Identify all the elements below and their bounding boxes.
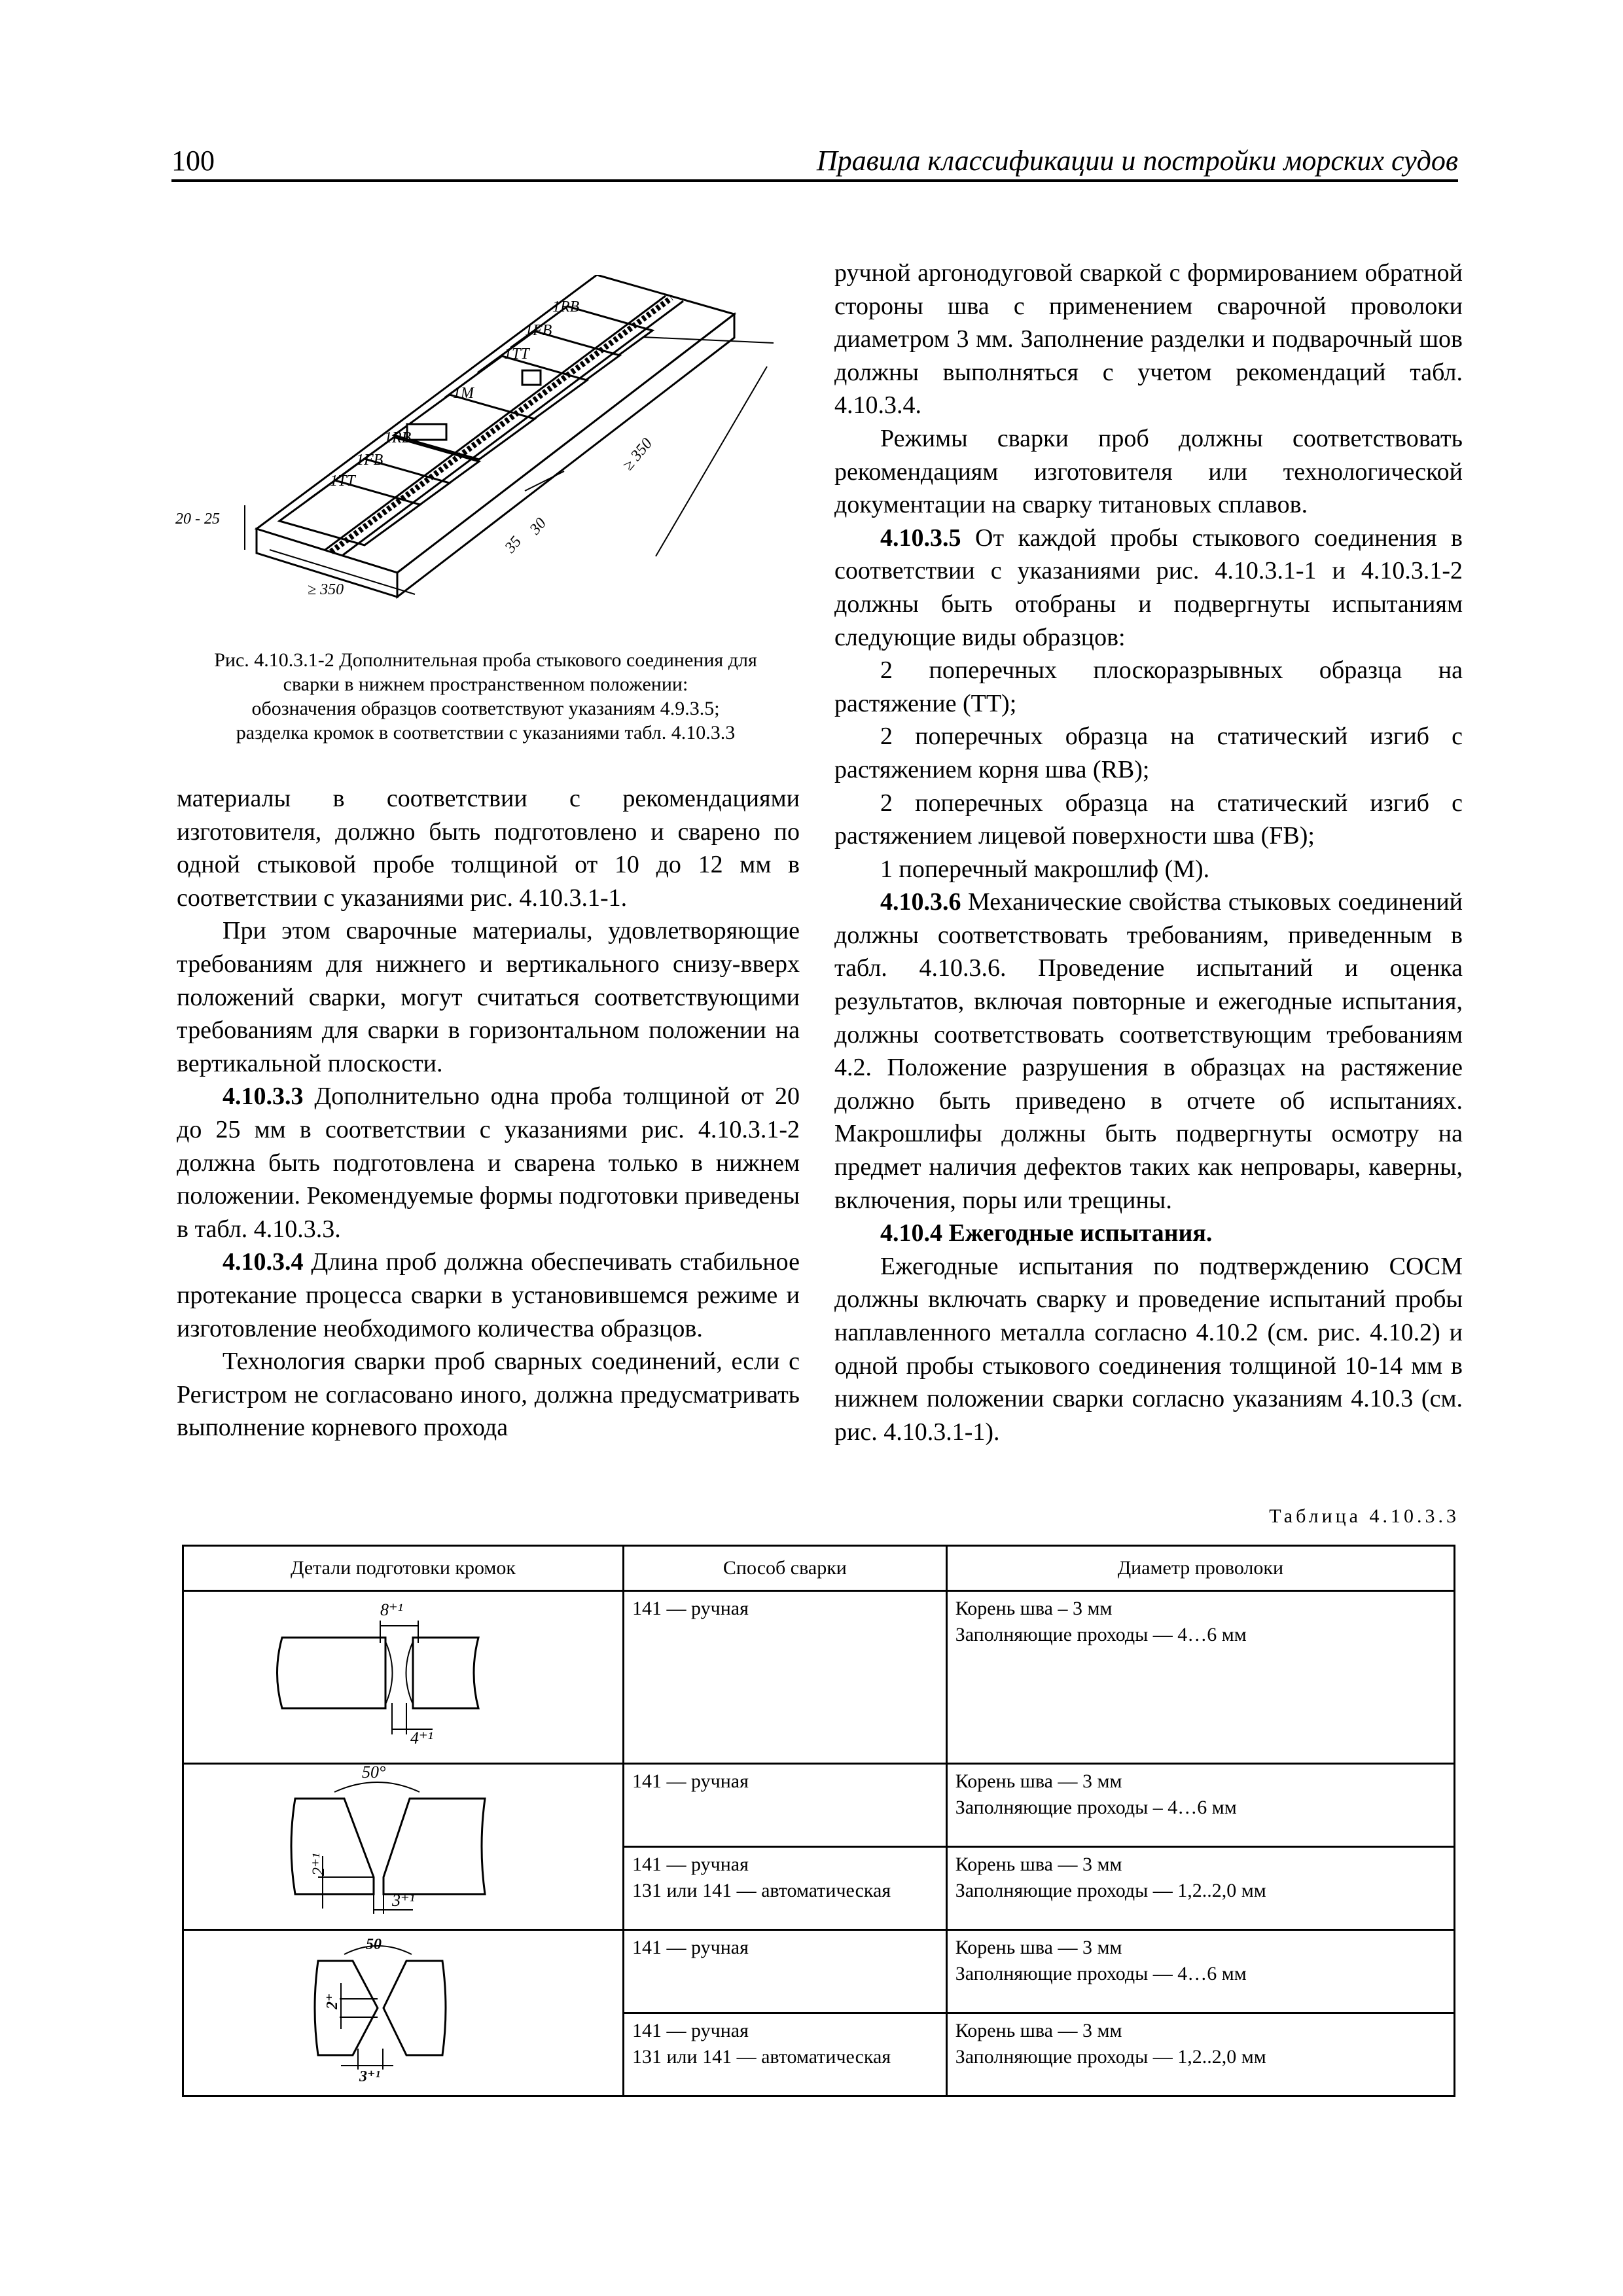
paragraph-4-10-3-6 [834, 886, 1463, 1217]
label-dim-35: 35 [501, 533, 526, 556]
clause-text: Механические свойства стыковых соединений должны соответствовать требованиям, приведенным в табл. 4.10.3.6. Проведение испытаний и оценка результатов, включая повторные и ежегодные испытания, должны соответствовать соответствующим требованиям 4.2. Положение разрушения в образцах на растяжение должно быть приведено в отчете об испытаниях. Макрошлифы должны быть подвергнуты осмотру на предмет наличия дефектов таких как непровары, каверны, включения, поры или трещины. [834, 888, 1463, 1214]
method-cell [624, 1847, 947, 1930]
label-1fb-top: 1FB [525, 322, 552, 339]
method-line: 131 или 141 — автоматическая [632, 1880, 891, 1901]
paragraph: ручной аргонодуговой сваркой с формированием обратной стороны шва с применением сварочной проволоки диаметром 3 мм. Заполнение разделки и подварочный шов должны выполняться с учетом рекомендаций табл. 4.10.3.4. [834, 259, 1463, 420]
label-1rb-bottom: 1RB [384, 429, 412, 446]
label-1tt-top: 1TT [504, 346, 529, 363]
table-header-row [183, 1546, 1455, 1591]
clause-text: От каждой пробы стыкового соединения в соответствии с указаниями рис. 4.10.3.1-1 и 4.10.3.1-2 должны быть отобраны и подвергнуты испытаниям следующие виды образцов: [834, 524, 1463, 651]
method-cell [624, 1591, 947, 1764]
method-line: 141 — ручная [632, 1937, 749, 1958]
clause-text: Дополнительно одна проба толщиной от 20 до 25 мм в соответствии с указаниями рис. 4.10.3.1-2 должна быть подготовлена и сварена только в нижнем положении. Рекомендуемые формы подготовки приведены в табл. 4.10.3.3. [177, 1083, 800, 1243]
wire-line: Корень шва — 3 мм [955, 1937, 1122, 1958]
caption-line: Рис. 4.10.3.1-2 Дополнительная проба стыкового соединения для [214, 649, 757, 671]
wire-line: Заполняющие проходы – 4…6 мм [955, 1797, 1237, 1818]
wire-line: Заполняющие проходы — 4…6 мм [955, 1624, 1247, 1645]
paragraph: материалы в соответствии с рекомендациями изготовителя, должно быть подготовлено и сварено по одной стыковой пробе толщиной от 10 до 12 мм в соответствии с указаниями рис. 4.10.3.1-1. [177, 785, 800, 912]
list-item: 2 поперечных плоскоразрывных образца на растяжение (TT); [834, 656, 1463, 717]
paragraph-4-10-3-4 [177, 1246, 800, 1345]
left-text-column [177, 782, 800, 1444]
label-1tt-bottom: 1TT [330, 473, 355, 490]
method-line: 131 или 141 — автоматическая [632, 2046, 891, 2068]
clause-text: Длина проб должна обеспечивать стабильное протекание процесса сварки в установившемся режиме и изготовление необходимого количества образцов. [177, 1248, 800, 1342]
caption-line: разделка кромок в соответствии с указаниями табл. 4.10.3.3 [236, 722, 736, 744]
caption-line: обозначения образцов соответствуют указаниям 4.9.3.5; [251, 698, 720, 719]
wire-line: Корень шва — 3 мм [955, 2020, 1122, 2041]
edge-preparation-table [182, 1545, 1455, 2097]
paragraph: При этом сварочные материалы, удовлетворяющие требованиям для нижнего и вертикального снизу-вверх положений сварки, могут считаться соответствующими требованиям для сварки в горизонтальном положении на вертикальной плоскости. [177, 917, 800, 1077]
label-dim-30: 30 [526, 514, 550, 538]
column-header: Способ сварки [624, 1546, 947, 1591]
dim-gap-top: 8⁺¹ [380, 1600, 403, 1619]
column-header: Детали подготовки кромок [183, 1546, 624, 1591]
dim-gap-bottom: 4⁺¹ [410, 1729, 433, 1748]
clause-number: 4.10.3.5 [880, 524, 961, 552]
clause-number: 4.10.3.6 [880, 888, 961, 916]
method-line: 141 — ручная [632, 1770, 749, 1792]
paragraph: Технология сварки проб сварных соединений, если с Регистром не согласовано иного, должна предусматривать выполнение корневого прохода [177, 1348, 800, 1442]
wire-cell [946, 1591, 1454, 1764]
wire-line: Заполняющие проходы — 4…6 мм [955, 1963, 1247, 1984]
dim-root-gap: 3⁺¹ [392, 1891, 415, 1910]
page-number: 100 [171, 145, 215, 177]
dim-root-face: 2⁺ [324, 1993, 341, 2009]
list-item: 1 поперечный макрошлиф (M). [880, 855, 1210, 883]
clause-number: 4.10.3.4 [223, 1248, 304, 1276]
figure-caption [171, 648, 800, 745]
table-row [183, 1591, 1455, 1764]
header-rule [171, 179, 1458, 182]
wire-line: Корень шва – 3 мм [955, 1598, 1113, 1619]
edge-sketch-cell [183, 1930, 624, 2096]
wire-line: Корень шва — 3 мм [955, 1770, 1122, 1792]
dim-groove-angle: 50 [366, 1936, 382, 1953]
label-width: ≥ 350 [619, 435, 656, 474]
running-title: Правила классификации и постройки морских судов [816, 145, 1458, 177]
test-plate-figure [171, 275, 800, 615]
table-row [183, 1764, 1455, 1847]
dim-root-face: 2⁺¹ [309, 1853, 328, 1876]
clause-number: 4.10.3.3 [223, 1083, 304, 1111]
wire-cell [946, 2013, 1454, 2096]
v-groove-sketch [184, 1765, 622, 1922]
paragraph-4-10-3-5 [834, 522, 1463, 654]
edge-sketch-cell [183, 1591, 624, 1764]
method-cell [624, 2013, 947, 2096]
method-line: 141 — ручная [632, 2020, 749, 2041]
x-groove-sketch [184, 1931, 622, 2088]
list-item: 2 поперечных образца на статический изгиб с растяжением корня шва (RB); [834, 723, 1463, 783]
column-header: Диаметр проволоки [946, 1546, 1454, 1591]
label-length: ≥ 350 [308, 581, 344, 598]
table-caption: Таблица 4.10.3.3 [1269, 1505, 1459, 1527]
label-thickness: 20 - 25 [175, 511, 220, 528]
paragraph: Ежегодные испытания по подтверждению СОСМ должны включать сварку и проведение испытаний пробы наплавленного металла согласно 4.10.2 (см. рис. 4.10.2) и одной пробы стыкового соединения толщиной 10-14 мм в нижнем положении сварки согласно указаниям 4.10.3 (см. рис. 4.10.3.1-1). [834, 1252, 1463, 1446]
wire-line: Заполняющие проходы — 1,2..2,0 мм [955, 2046, 1266, 2068]
method-cell [624, 1764, 947, 1847]
dim-groove-angle: 50° [362, 1765, 386, 1782]
edge-sketch-cell [183, 1764, 624, 1930]
wire-cell [946, 1847, 1454, 1930]
section-heading-text: 4.10.4 Ежегодные испытания. [880, 1219, 1213, 1247]
label-1fb-bottom: 1FB [356, 452, 383, 469]
list-item: 2 поперечных образца на статический изгиб с растяжением лицевой поверхности шва (FB); [834, 789, 1463, 850]
dim-root-gap: 3⁺¹ [359, 2068, 380, 2085]
wire-line: Корень шва — 3 мм [955, 1854, 1122, 1875]
right-text-column [834, 257, 1463, 1448]
paragraph-4-10-3-3 [177, 1080, 800, 1246]
label-1m: 1M [453, 385, 474, 402]
method-cell [624, 1930, 947, 2013]
section-heading-4-10-4 [834, 1217, 1463, 1250]
caption-line: сварки в нижнем пространственном положении: [283, 673, 688, 695]
label-1rb-top: 1RB [552, 298, 580, 315]
method-line: 141 — ручная [632, 1598, 749, 1619]
test-plate-drawing [171, 275, 800, 615]
wire-cell [946, 1764, 1454, 1847]
table-row [183, 1930, 1455, 2013]
wire-cell [946, 1930, 1454, 2013]
wire-line: Заполняющие проходы — 1,2..2,0 мм [955, 1880, 1266, 1901]
square-butt-sketch [184, 1592, 622, 1755]
method-line: 141 — ручная [632, 1854, 749, 1875]
paragraph: Режимы сварки проб должны соответствовать рекомендациям изготовителя или технологической документации на сварку титановых сплавов. [834, 424, 1463, 519]
